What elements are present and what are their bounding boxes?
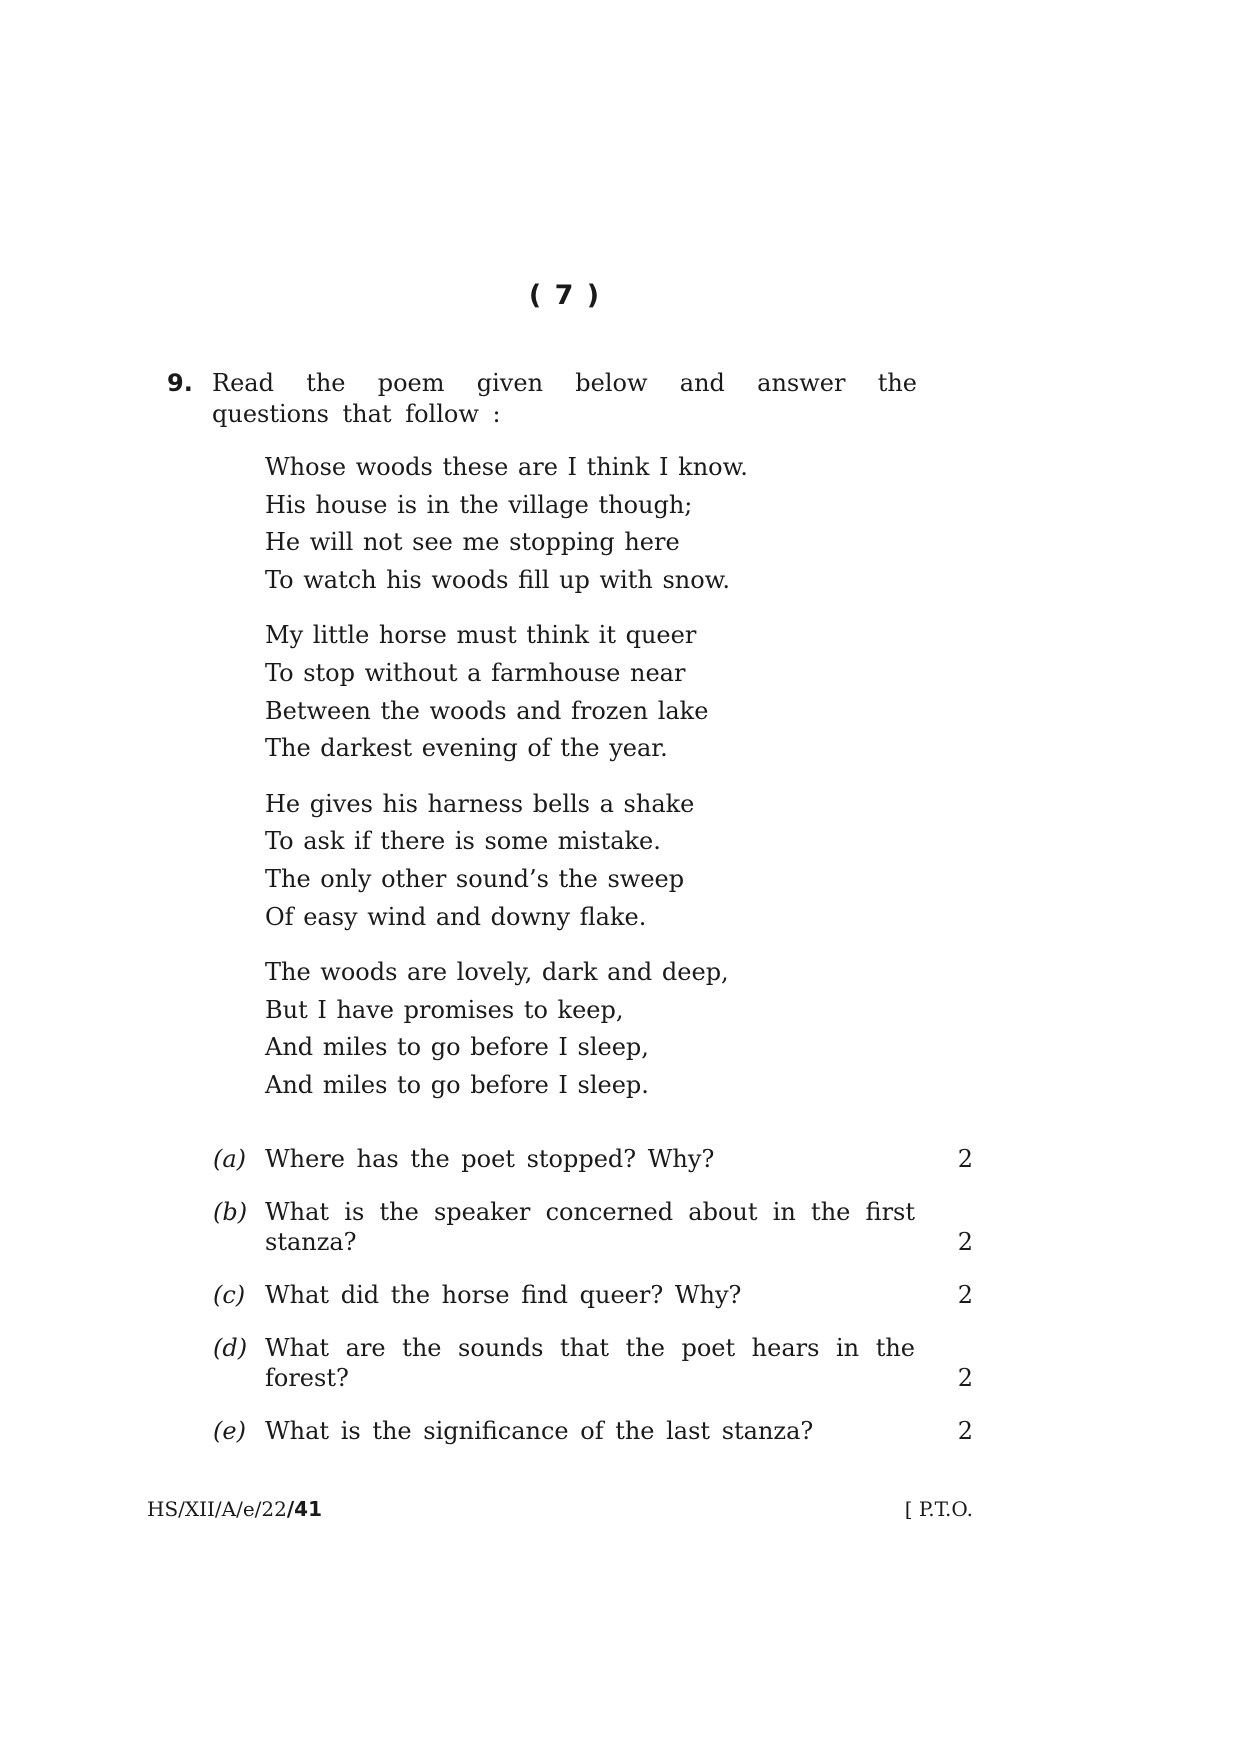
- poem-stanza-3: [265, 786, 865, 936]
- poem-line: Whose woods these are I think I know.: [265, 453, 748, 481]
- poem-line: To ask if there is some mistake.: [265, 827, 661, 856]
- poem-line: He gives his harness bells a shake: [265, 789, 695, 818]
- subquestion-label: (d): [213, 1334, 248, 1362]
- poem-line: But I have promises to keep,: [265, 995, 624, 1024]
- question-number: 9.: [167, 369, 193, 397]
- page-number: ( 7 ): [528, 280, 602, 311]
- subquestion-a: [213, 1144, 973, 1174]
- subquestion-marks: 2: [957, 1228, 973, 1256]
- poem-line: To watch his woods fill up with snow.: [265, 565, 731, 594]
- subquestion-text: What is the speaker concerned about in the first stanza?: [265, 1198, 915, 1256]
- poem-stanza-2: [265, 617, 865, 767]
- poem-line: He will not see me stopping here: [265, 528, 680, 557]
- poem-line: Between the woods and frozen lake: [265, 696, 709, 725]
- subquestion-text: What did the horse find queer? Why?: [265, 1281, 742, 1309]
- subquestion-label: (e): [213, 1417, 246, 1445]
- poem-line: His house is in the village though;: [265, 490, 693, 519]
- subquestion-label: (c): [213, 1281, 246, 1309]
- poem-line: To stop without a farmhouse near: [265, 658, 686, 687]
- poem-line: The darkest evening of the year.: [265, 734, 668, 763]
- poem-stanza-1: [265, 449, 865, 599]
- pto-marker: [ P.T.O.: [904, 1497, 973, 1521]
- subquestion-text: What are the sounds that the poet hears in the forest?: [265, 1334, 915, 1392]
- subquestion-marks: 2: [957, 1145, 973, 1173]
- subquestion-label: (b): [213, 1198, 248, 1226]
- poem-line: The only other sound’s the sweep: [265, 864, 685, 893]
- subquestion-marks: 2: [957, 1281, 973, 1309]
- question-instruction: Read the poem given below and answer the questions that follow :: [212, 369, 917, 428]
- poem-stanza-4: [265, 954, 865, 1104]
- subquestion-e: [213, 1416, 973, 1446]
- subquestion-b: [213, 1197, 973, 1257]
- poem-line: And miles to go before I sleep,: [265, 1033, 649, 1062]
- subquestion-c: [213, 1280, 973, 1310]
- subquestion-marks: 2: [957, 1364, 973, 1392]
- subquestion-label: (a): [213, 1145, 247, 1173]
- poem-line: The woods are lovely, dark and deep,: [265, 958, 729, 987]
- paper-code: [147, 1497, 322, 1521]
- question-9: [167, 368, 917, 430]
- poem-line: Of easy wind and downy flake.: [265, 902, 647, 931]
- subquestion-list: [213, 1144, 973, 1469]
- paper-code-suffix: /41: [286, 1497, 323, 1521]
- poem-line: My little horse must think it queer: [265, 621, 697, 650]
- subquestion-d: [213, 1333, 973, 1393]
- subquestion-marks: 2: [957, 1417, 973, 1445]
- subquestion-text: Where has the poet stopped? Why?: [265, 1145, 715, 1173]
- subquestion-text: What is the significance of the last stanza?: [265, 1417, 814, 1445]
- poem: [265, 449, 865, 1123]
- paper-code-prefix: HS/XII/A/e/22: [147, 1497, 287, 1521]
- poem-line: And miles to go before I sleep.: [265, 1070, 649, 1099]
